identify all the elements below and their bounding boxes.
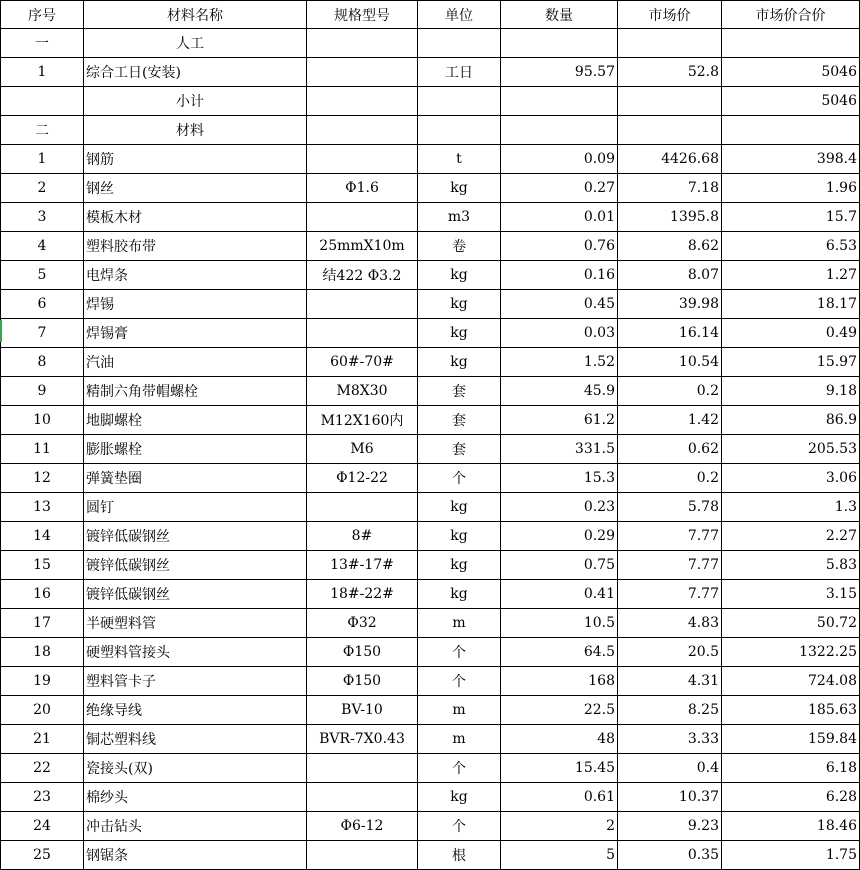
cell-spec[interactable]: Φ150	[307, 667, 418, 696]
cell-total[interactable]: 5.83	[722, 551, 860, 580]
cell-total[interactable]: 2.27	[722, 522, 860, 551]
cell-qty[interactable]: 61.2	[501, 406, 618, 435]
cell-name[interactable]: 棉纱头	[84, 783, 307, 812]
table-row	[1, 290, 860, 319]
cell-unit[interactable]: m3	[418, 203, 501, 232]
cell-name[interactable]: 焊锡膏	[84, 319, 307, 348]
header-material-name[interactable]: 材料名称	[84, 1, 307, 29]
cell-unit[interactable]: kg	[418, 290, 501, 319]
cell-spec[interactable]: Φ6-12	[307, 812, 418, 841]
header-market-price[interactable]: 市场价	[618, 1, 722, 29]
cell-qty[interactable]: 0.41	[501, 580, 618, 609]
cell-price[interactable]: 16.14	[618, 319, 722, 348]
header-unit[interactable]: 单位	[418, 1, 501, 29]
cell-spec[interactable]	[307, 783, 418, 812]
cell-qty[interactable]: 0.23	[501, 493, 618, 522]
cell-no[interactable]: 1	[1, 145, 84, 174]
cell-no[interactable]: 15	[1, 551, 84, 580]
cell-no[interactable]: 1	[1, 58, 84, 87]
cell-name[interactable]: 镀锌低碳钢丝	[84, 580, 307, 609]
cell-price[interactable]	[618, 29, 722, 58]
cell-qty[interactable]: 5	[501, 841, 618, 870]
header-spec[interactable]: 规格型号	[307, 1, 418, 29]
cell-unit[interactable]: 工日	[418, 58, 501, 87]
cell-qty[interactable]: 331.5	[501, 435, 618, 464]
cell-unit[interactable]: kg	[418, 348, 501, 377]
cell-unit[interactable]	[418, 116, 501, 145]
cell-total[interactable]: 185.63	[722, 696, 860, 725]
table-row	[1, 667, 860, 696]
cell-no[interactable]: 2	[1, 174, 84, 203]
cell-unit[interactable]: kg	[418, 319, 501, 348]
cell-qty[interactable]: 48	[501, 725, 618, 754]
table-row	[1, 609, 860, 638]
cell-name[interactable]: 地脚螺栓	[84, 406, 307, 435]
cell-name[interactable]: 塑料胶布带	[84, 232, 307, 261]
cell-name[interactable]: 硬塑料管接头	[84, 638, 307, 667]
cell-unit[interactable]: kg	[418, 522, 501, 551]
cell-no[interactable]	[1, 87, 84, 116]
cell-unit[interactable]: 个	[418, 754, 501, 783]
cell-price[interactable]: 52.8	[618, 58, 722, 87]
cell-no[interactable]: 23	[1, 783, 84, 812]
cell-total[interactable]: 15.7	[722, 203, 860, 232]
cell-name[interactable]: 综合工日(安装)	[84, 58, 307, 87]
cell-total[interactable]: 15.97	[722, 348, 860, 377]
cell-price[interactable]: 4426.68	[618, 145, 722, 174]
cell-total[interactable]: 6.53	[722, 232, 860, 261]
cell-no[interactable]: 18	[1, 638, 84, 667]
cell-no[interactable]: 8	[1, 348, 84, 377]
cell-qty[interactable]: 10.5	[501, 609, 618, 638]
cell-qty[interactable]: 22.5	[501, 696, 618, 725]
cell-no[interactable]: 16	[1, 580, 84, 609]
cell-price[interactable]: 7.77	[618, 551, 722, 580]
cell-total[interactable]: 1.75	[722, 841, 860, 870]
cell-spec[interactable]: Φ1.6	[307, 174, 418, 203]
cell-name[interactable]: 半硬塑料管	[84, 609, 307, 638]
cell-price[interactable]: 0.4	[618, 754, 722, 783]
cell-spec[interactable]: M8X30	[307, 377, 418, 406]
table-row	[1, 464, 860, 493]
cell-price[interactable]: 4.31	[618, 667, 722, 696]
cell-no[interactable]: 4	[1, 232, 84, 261]
table-row	[1, 754, 860, 783]
cell-total[interactable]: 18.17	[722, 290, 860, 319]
table-row	[1, 232, 860, 261]
cell-price[interactable]: 8.07	[618, 261, 722, 290]
cell-no[interactable]: 17	[1, 609, 84, 638]
cell-price[interactable]: 7.18	[618, 174, 722, 203]
table-row	[1, 58, 860, 87]
cell-no[interactable]: 3	[1, 203, 84, 232]
cell-qty[interactable]: 95.57	[501, 58, 618, 87]
cell-qty[interactable]: 0.45	[501, 290, 618, 319]
header-market-total[interactable]: 市场价合价	[722, 1, 860, 29]
cell-spec[interactable]	[307, 290, 418, 319]
cell-unit[interactable]: kg	[418, 261, 501, 290]
cell-spec[interactable]	[307, 58, 418, 87]
cell-no[interactable]: 11	[1, 435, 84, 464]
cell-unit[interactable]: 个	[418, 667, 501, 696]
cell-price[interactable]: 7.77	[618, 522, 722, 551]
row-highlight-marker	[0, 320, 2, 342]
cell-no[interactable]: 6	[1, 290, 84, 319]
cell-spec[interactable]	[307, 29, 418, 58]
table-row	[1, 493, 860, 522]
cell-total[interactable]: 5046	[722, 87, 860, 116]
table-row	[1, 377, 860, 406]
cell-no[interactable]: 25	[1, 841, 84, 870]
cell-price[interactable]	[618, 87, 722, 116]
cell-price[interactable]: 1.42	[618, 406, 722, 435]
subtotal-row	[1, 87, 860, 116]
table-row	[1, 696, 860, 725]
table-row	[1, 145, 860, 174]
cell-spec[interactable]: Φ12-22	[307, 464, 418, 493]
cell-qty[interactable]	[501, 116, 618, 145]
cell-price[interactable]: 5.78	[618, 493, 722, 522]
cell-total[interactable]: 5046	[722, 58, 860, 87]
cell-qty[interactable]: 15.3	[501, 464, 618, 493]
cell-qty[interactable]	[501, 87, 618, 116]
cell-qty[interactable]: 0.61	[501, 783, 618, 812]
table-row	[1, 435, 860, 464]
table-row	[1, 174, 860, 203]
cell-spec[interactable]	[307, 145, 418, 174]
cell-unit[interactable]: 套	[418, 435, 501, 464]
cell-total[interactable]: 1.96	[722, 174, 860, 203]
header-quantity[interactable]: 数量	[501, 1, 618, 29]
cell-spec[interactable]	[307, 319, 418, 348]
header-row	[1, 1, 860, 29]
cell-total[interactable]	[722, 29, 860, 58]
cell-spec[interactable]	[307, 754, 418, 783]
cell-no[interactable]: 12	[1, 464, 84, 493]
cell-name[interactable]: 人工	[84, 29, 307, 58]
section-row	[1, 116, 860, 145]
cell-unit[interactable]: 卷	[418, 232, 501, 261]
cell-qty[interactable]: 1.52	[501, 348, 618, 377]
cell-qty[interactable]: 0.76	[501, 232, 618, 261]
cell-no[interactable]: 10	[1, 406, 84, 435]
cell-spec[interactable]	[307, 203, 418, 232]
cell-unit[interactable]: 个	[418, 812, 501, 841]
table-row	[1, 551, 860, 580]
table-row	[1, 406, 860, 435]
table-row	[1, 203, 860, 232]
cell-unit[interactable]: 套	[418, 406, 501, 435]
cell-name[interactable]: 镀锌低碳钢丝	[84, 522, 307, 551]
cell-price[interactable]: 7.77	[618, 580, 722, 609]
cell-price[interactable]: 0.35	[618, 841, 722, 870]
cell-qty[interactable]: 45.9	[501, 377, 618, 406]
cell-unit[interactable]	[418, 87, 501, 116]
cell-total[interactable]	[722, 116, 860, 145]
cell-total[interactable]: 1.27	[722, 261, 860, 290]
cell-total[interactable]: 0.49	[722, 319, 860, 348]
cell-name[interactable]: 弹簧垫圈	[84, 464, 307, 493]
cell-total[interactable]: 159.84	[722, 725, 860, 754]
cell-spec[interactable]: BV-10	[307, 696, 418, 725]
cell-price[interactable]: 0.62	[618, 435, 722, 464]
cell-qty[interactable]: 2	[501, 812, 618, 841]
cell-name[interactable]: 镀锌低碳钢丝	[84, 551, 307, 580]
cell-name[interactable]: 钢筋	[84, 145, 307, 174]
cell-total[interactable]: 205.53	[722, 435, 860, 464]
cell-spec[interactable]: M6	[307, 435, 418, 464]
cell-price[interactable]: 20.5	[618, 638, 722, 667]
cell-no[interactable]: 7	[1, 319, 84, 348]
cell-name[interactable]: 小计	[84, 87, 307, 116]
cell-total[interactable]: 1.3	[722, 493, 860, 522]
cell-no[interactable]: 二	[1, 116, 84, 145]
cell-total[interactable]: 86.9	[722, 406, 860, 435]
cell-qty[interactable]: 0.75	[501, 551, 618, 580]
cell-total[interactable]: 18.46	[722, 812, 860, 841]
cell-spec[interactable]: Φ150	[307, 638, 418, 667]
cell-spec[interactable]	[307, 493, 418, 522]
cell-name[interactable]: 模板木材	[84, 203, 307, 232]
cell-spec[interactable]	[307, 841, 418, 870]
table-row	[1, 522, 860, 551]
cell-spec[interactable]: BVR-7X0.43	[307, 725, 418, 754]
cell-no[interactable]: 14	[1, 522, 84, 551]
cell-no[interactable]: 5	[1, 261, 84, 290]
cell-price[interactable]	[618, 116, 722, 145]
cell-name[interactable]: 冲击钻头	[84, 812, 307, 841]
cell-price[interactable]: 0.2	[618, 377, 722, 406]
cell-unit[interactable]: 个	[418, 464, 501, 493]
cell-spec[interactable]: 25mmX10m	[307, 232, 418, 261]
cell-name[interactable]: 焊锡	[84, 290, 307, 319]
cell-name[interactable]: 圆钉	[84, 493, 307, 522]
table-row	[1, 261, 860, 290]
cell-name[interactable]: 绝缘导线	[84, 696, 307, 725]
cell-no[interactable]: 13	[1, 493, 84, 522]
table-row	[1, 580, 860, 609]
cell-name[interactable]: 电焊条	[84, 261, 307, 290]
cell-price[interactable]: 3.33	[618, 725, 722, 754]
cell-name[interactable]: 汽油	[84, 348, 307, 377]
cell-spec[interactable]: 60#-70#	[307, 348, 418, 377]
cell-unit[interactable]: 个	[418, 638, 501, 667]
cell-unit[interactable]: m	[418, 725, 501, 754]
cell-unit[interactable]	[418, 29, 501, 58]
cell-total[interactable]: 6.28	[722, 783, 860, 812]
cell-name[interactable]: 精制六角带帽螺栓	[84, 377, 307, 406]
cell-qty[interactable]: 0.03	[501, 319, 618, 348]
cell-total[interactable]: 3.15	[722, 580, 860, 609]
table-row	[1, 725, 860, 754]
cell-no[interactable]: 24	[1, 812, 84, 841]
cell-unit[interactable]: m	[418, 609, 501, 638]
cell-no[interactable]: 一	[1, 29, 84, 58]
cell-name[interactable]: 铜芯塑料线	[84, 725, 307, 754]
cell-total[interactable]: 9.18	[722, 377, 860, 406]
cell-unit[interactable]: kg	[418, 783, 501, 812]
cell-qty[interactable]: 15.45	[501, 754, 618, 783]
cell-unit[interactable]: kg	[418, 551, 501, 580]
cell-spec[interactable]: 13#-17#	[307, 551, 418, 580]
cell-spec[interactable]: 结422 Φ3.2	[307, 261, 418, 290]
cell-name[interactable]: 材料	[84, 116, 307, 145]
table-row	[1, 841, 860, 870]
cell-no[interactable]: 22	[1, 754, 84, 783]
cell-price[interactable]: 9.23	[618, 812, 722, 841]
section-row	[1, 29, 860, 58]
cell-name[interactable]: 钢锯条	[84, 841, 307, 870]
cell-name[interactable]: 膨胀螺栓	[84, 435, 307, 464]
cell-total[interactable]: 398.4	[722, 145, 860, 174]
cell-unit[interactable]: 根	[418, 841, 501, 870]
cell-price[interactable]: 8.25	[618, 696, 722, 725]
cell-price[interactable]: 39.98	[618, 290, 722, 319]
cell-qty[interactable]: 0.16	[501, 261, 618, 290]
cell-qty[interactable]: 168	[501, 667, 618, 696]
header-no[interactable]: 序号	[1, 1, 84, 29]
cell-price[interactable]: 1395.8	[618, 203, 722, 232]
cell-price[interactable]: 0.2	[618, 464, 722, 493]
cell-qty[interactable]: 64.5	[501, 638, 618, 667]
cell-unit[interactable]: t	[418, 145, 501, 174]
cell-total[interactable]: 3.06	[722, 464, 860, 493]
table-row	[1, 638, 860, 667]
cell-unit[interactable]: kg	[418, 493, 501, 522]
cell-qty[interactable]: 0.27	[501, 174, 618, 203]
cell-name[interactable]: 瓷接头(双)	[84, 754, 307, 783]
cell-qty[interactable]: 0.29	[501, 522, 618, 551]
cell-spec[interactable]	[307, 116, 418, 145]
cell-spec[interactable]: 8#	[307, 522, 418, 551]
table-row	[1, 812, 860, 841]
table-row	[1, 348, 860, 377]
cell-spec[interactable]: M12X160内	[307, 406, 418, 435]
cell-qty[interactable]: 0.01	[501, 203, 618, 232]
cell-qty[interactable]: 0.09	[501, 145, 618, 174]
cell-qty[interactable]	[501, 29, 618, 58]
cell-total[interactable]: 1322.25	[722, 638, 860, 667]
cell-price[interactable]: 4.83	[618, 609, 722, 638]
table-row	[1, 319, 860, 348]
cell-total[interactable]: 50.72	[722, 609, 860, 638]
cell-spec[interactable]	[307, 87, 418, 116]
cell-no[interactable]: 9	[1, 377, 84, 406]
cell-no[interactable]: 19	[1, 667, 84, 696]
cell-total[interactable]: 6.18	[722, 754, 860, 783]
cell-no[interactable]: 20	[1, 696, 84, 725]
cell-unit[interactable]: 套	[418, 377, 501, 406]
cell-spec[interactable]: 18#-22#	[307, 580, 418, 609]
cell-unit[interactable]: kg	[418, 580, 501, 609]
cell-no[interactable]: 21	[1, 725, 84, 754]
cell-unit[interactable]: m	[418, 696, 501, 725]
cell-name[interactable]: 塑料管卡子	[84, 667, 307, 696]
cell-price[interactable]: 8.62	[618, 232, 722, 261]
cell-unit[interactable]: kg	[418, 174, 501, 203]
cell-name[interactable]: 钢丝	[84, 174, 307, 203]
cell-price[interactable]: 10.54	[618, 348, 722, 377]
cell-price[interactable]: 10.37	[618, 783, 722, 812]
cell-total[interactable]: 724.08	[722, 667, 860, 696]
table-row	[1, 783, 860, 812]
cell-spec[interactable]: Φ32	[307, 609, 418, 638]
